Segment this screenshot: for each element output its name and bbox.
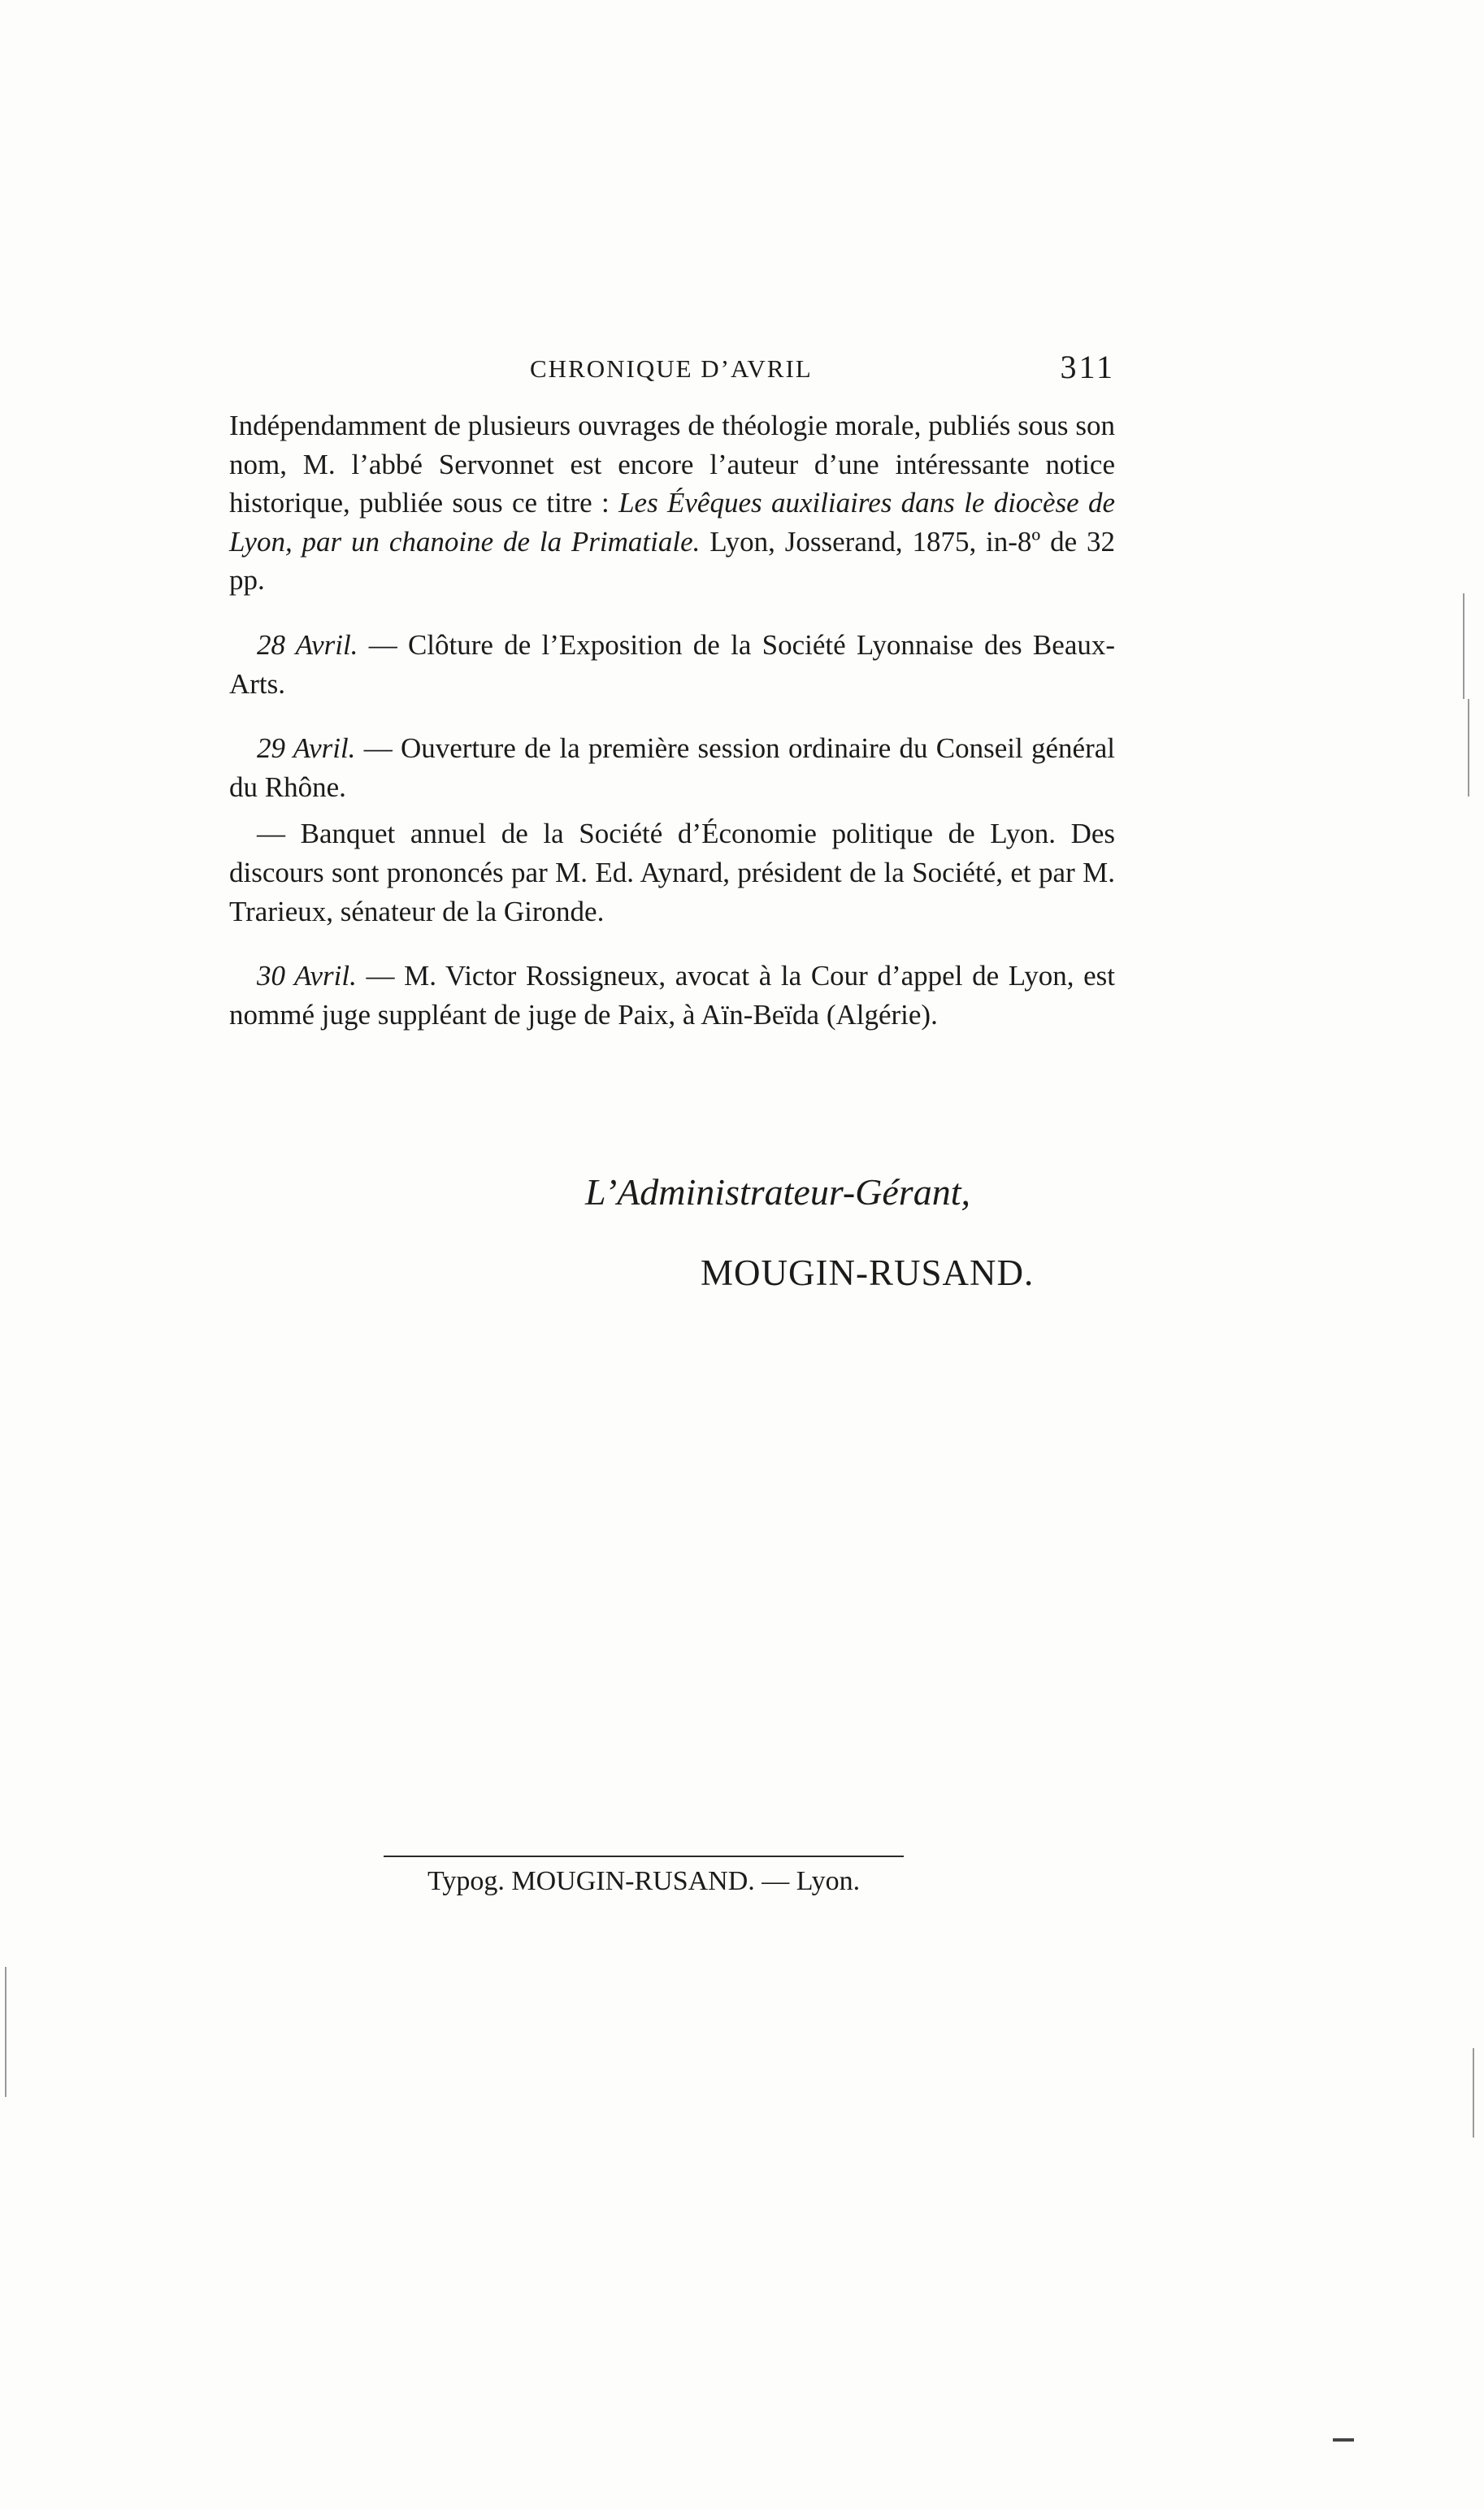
scan-mark xyxy=(1473,2048,1474,2138)
entry-text: — M. Victor Rossigneux, avocat à la Cour d’appel de Lyon, est nommé juge suppléant de juge de Paix, à Aïn-Beïda (Algérie). xyxy=(229,960,1116,1031)
entry-text: — Ouverture de la première session ordinaire du Conseil général du Rhône. xyxy=(229,732,1115,803)
signature-title: L’Administrateur-Gérant, xyxy=(585,1171,970,1213)
running-head xyxy=(229,345,1115,393)
entry-30-avril xyxy=(229,957,1115,1034)
scan-mark xyxy=(1463,593,1464,699)
entry-28-avril xyxy=(229,626,1115,703)
scan-mark xyxy=(1468,699,1469,797)
entry-banquet xyxy=(229,814,1115,931)
signature-name: MOUGIN-RUSAND. xyxy=(701,1252,1035,1293)
entry-date: 29 Avril. xyxy=(257,732,356,765)
footer-rule xyxy=(384,1856,904,1857)
paragraph-text: Lyon, Josserand, 1875, in-8º de 32 pp. xyxy=(229,525,1115,597)
body-text xyxy=(229,406,1115,1034)
printer-imprint: Typog. MOUGIN-RUSAND. — Lyon. xyxy=(427,1866,861,1896)
scan-mark xyxy=(1333,2438,1354,2442)
paragraph-servonnet xyxy=(229,406,1115,600)
scan-mark xyxy=(5,1967,7,2097)
paragraph-text: Indépendamment de plusieurs ouvrages de théologie morale, publiés sous son nom, M. l’abbé Servonnet est encore l’auteur d’une intéressante notice historique, publiée sous ce titre : xyxy=(229,410,1115,519)
entry-date: 28 Avril. xyxy=(257,628,358,661)
entry-date: 30 Avril. xyxy=(257,960,357,992)
entry-text: — Clôture de l’Exposition de la Société Lyonnaise des Beaux-Arts. xyxy=(229,628,1116,700)
book-title: Les Évêques auxiliaires dans le diocèse de Lyon, par un chanoine de la Primatiale. xyxy=(229,487,1115,558)
running-title: CHRONIQUE D’AVRIL xyxy=(530,354,813,383)
entry-text: — Banquet annuel de la Société d’Économie politique de Lyon. Des discours sont prononcés par M. Ed. Aynard, président de la Société, et par M. Trarieux, sénateur de la Gironde. xyxy=(229,818,1115,927)
entry-29-avril xyxy=(229,729,1115,806)
page-number: 311 xyxy=(1060,349,1115,385)
